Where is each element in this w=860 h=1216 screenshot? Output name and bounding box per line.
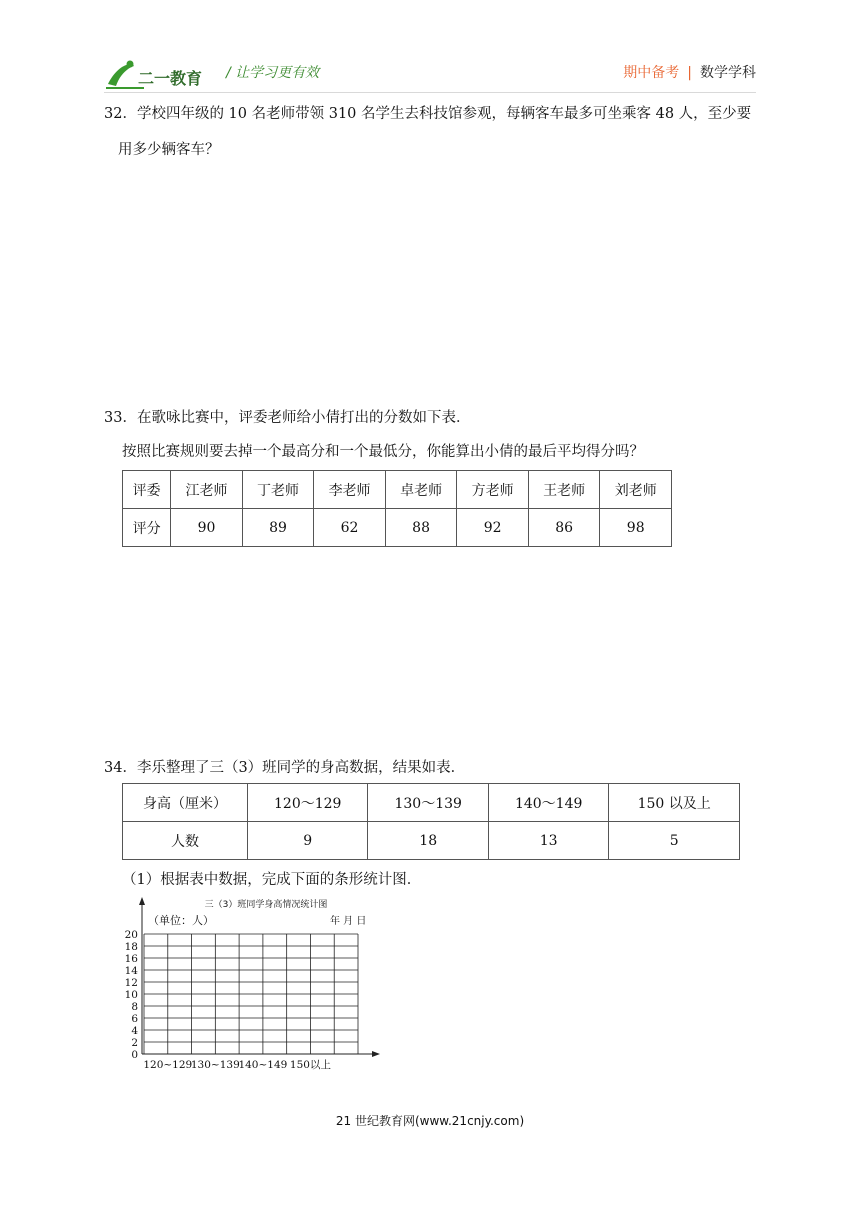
y-tick-label: 6: [131, 1013, 138, 1025]
y-tick-label: 14: [124, 965, 138, 977]
table-cell: 身高（厘米）: [123, 784, 248, 822]
table-row: [123, 471, 672, 509]
table-cell: 5: [609, 822, 740, 860]
table-cell: 130～139: [368, 784, 488, 822]
table-cell: 120～129: [248, 784, 368, 822]
x-axis-arrow: [372, 1051, 380, 1057]
table-cell: 18: [368, 822, 488, 860]
svg-text:二一教育: 二一教育: [138, 69, 203, 88]
page-footer: 21 世纪教育网(www.21cnjy.com): [335, 1114, 525, 1128]
table-cell: 王老师: [528, 471, 600, 509]
header-tags: [623, 62, 756, 82]
chart-unit-label: （单位：人）: [148, 914, 214, 927]
y-tick-label: 16: [124, 953, 138, 965]
y-tick-label: 2: [131, 1037, 138, 1049]
question-32: [104, 104, 760, 160]
table-cell: 江老师: [171, 471, 243, 509]
table-cell: 86: [528, 509, 600, 547]
header-slogan: / 让学习更有效: [226, 65, 320, 81]
y-tick-label: 12: [124, 977, 138, 989]
question-32-line1: 32．学校四年级的 10 名老师带领 310 名学生去科技馆参观，每辆客车最多可坐乘客 48 人，至少要: [104, 106, 752, 122]
x-tick-label: 140~149: [238, 1059, 288, 1071]
table-cell: 丁老师: [242, 471, 314, 509]
table-cell: 9: [248, 822, 368, 860]
table-cell: 98: [600, 509, 672, 547]
y-axis-arrow: [139, 897, 145, 905]
score-table: [122, 470, 672, 547]
y-tick-label: 4: [131, 1025, 138, 1037]
table-row: [123, 822, 740, 860]
height-table: [122, 783, 740, 860]
question-33-title: 33．在歌咏比赛中，评委老师给小倩打出的分数如下表．: [104, 410, 471, 426]
table-cell: 13: [488, 822, 608, 860]
table-cell: 62: [314, 509, 386, 547]
chart-date-label: 年 月 日: [330, 916, 367, 927]
brand-logo: [104, 58, 216, 92]
y-tick-label: 10: [124, 989, 138, 1001]
x-tick-label: 150以上: [289, 1059, 331, 1071]
chart-title: 三（3）班同学身高情况统计图: [204, 900, 328, 910]
y-tick-label: 0: [131, 1049, 138, 1061]
table-cell: 89: [242, 509, 314, 547]
header-tag-exam: 期中备考: [623, 65, 680, 81]
question-33-prompt: 按照比赛规则要去掉一个最高分和一个最低分，你能算出小倩的最后平均得分吗？: [122, 444, 644, 460]
table-cell: 90: [171, 509, 243, 547]
table-cell: 评委: [123, 471, 171, 509]
table-cell: 刘老师: [600, 471, 672, 509]
table-cell: 92: [457, 509, 529, 547]
question-34-sub1: （1）根据表中数据，完成下面的条形统计图．: [122, 872, 422, 888]
table-cell: 评分: [123, 509, 171, 547]
table-cell: 150 以及上: [609, 784, 740, 822]
table-cell: 140～149: [488, 784, 608, 822]
x-tick-label: 130~139: [190, 1059, 240, 1071]
table-cell: 方老师: [457, 471, 529, 509]
table-cell: 88: [385, 509, 457, 547]
table-row: [123, 509, 672, 547]
table-cell: 李老师: [314, 471, 386, 509]
header-divider: [104, 92, 756, 93]
y-tick-label: 20: [124, 929, 138, 941]
table-cell: 卓老师: [385, 471, 457, 509]
question-34-title: 34．李乐整理了三（3）班同学的身高数据，结果如表．: [104, 760, 466, 776]
header-separator: |: [687, 65, 692, 81]
table-cell: 人数: [123, 822, 248, 860]
header-tag-subject: 数学学科: [700, 65, 756, 81]
y-tick-label: 18: [124, 941, 138, 953]
bar-chart: [116, 893, 396, 1073]
question-32-line2: 用多少辆客车？: [118, 142, 220, 158]
y-tick-label: 8: [131, 1001, 138, 1013]
x-tick-label: 120~129: [143, 1059, 193, 1071]
table-row: [123, 784, 740, 822]
runner-icon: [108, 64, 134, 86]
